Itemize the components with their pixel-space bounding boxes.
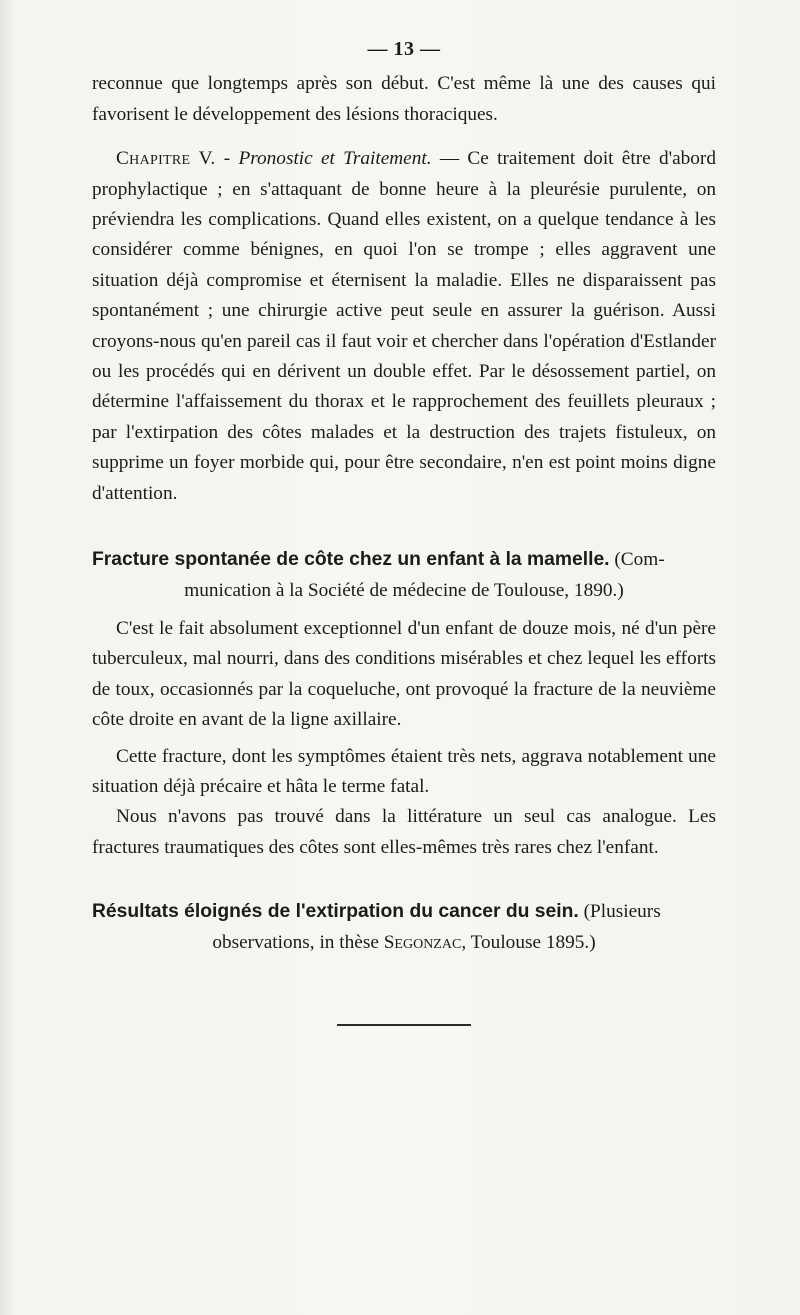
fracture-title: Fracture spontanée de côte chez un enfant à la mamelle. [92, 549, 610, 571]
resultats-note-2 [92, 928, 716, 958]
page-number: — 13 — [367, 38, 441, 60]
fracture-paragraph-2: Cette fracture, dont les symptômes étaient très nets, aggrava notablement une situation déjà précaire et hâta le terme fatal. [92, 745, 716, 797]
intro-paragraph: reconnue que longtemps après son début. C'est même là une des causes qui favorisent le développement des lésions thoraciques. [92, 73, 716, 125]
end-rule-divider [337, 1024, 471, 1026]
resultats-note-1: (Plusieurs [578, 901, 661, 923]
fracture-note-1: (Com- [609, 549, 665, 571]
fracture-section [92, 545, 716, 863]
resultats-author: Segonzac [383, 931, 462, 953]
chapter-body: — Ce traitement doit être d'abord prophylactique ; en s'attaquant de bonne heure à la pleurésie purulente, on préviendra les complications. Quand elles existent, on a quelque tendance à les considérer comme bénignes, en quoi l'on se trompe ; elles aggravent une situation déjà compromise et éternisent la maladie. Elles ne disparaissent pas spontanément ; une chirurgie active peut seule en assurer la guérison. Aussi croyons-nous qu'en pareil cas il faut voir et chercher dans l'opération d'Estlander ou les procédés qui en dérivent un double effet. Par le désossement partiel, on détermine l'affaissement du thorax et le rapprochement des feuillets pleuraux ; par l'extirpation des côtes malades et la destruction des trajets fistuleux, on supprime un foyer morbide qui, pour être secondaire, n'en est point moins digne d'attention. [92, 148, 716, 504]
fracture-paragraph-3: Nous n'avons pas trouvé dans la littérature un seul cas analogue. Les fractures traumatiques des côtes sont elles-mêmes très rares chez l'enfant. [92, 806, 716, 858]
resultats-heading [92, 897, 716, 958]
fracture-note-2: munication à la Société de médecine de Toulouse, 1890.) [184, 579, 624, 601]
chapter-title: Pronostic et Traitement. [238, 148, 432, 170]
chapter-heading: Chapitre V. [116, 148, 216, 170]
resultats-note-2b: , Toulouse 1895.) [461, 931, 596, 953]
chapter-paragraph [92, 144, 716, 509]
resultats-section [92, 897, 716, 958]
resultats-title: Résultats éloignés de l'extirpation du cancer du sein. [92, 901, 579, 923]
fracture-paragraph-1: C'est le fait absolument exceptionnel d'un enfant de douze mois, né d'un père tuberculeux, mal nourri, dans des conditions misérables et chez lequel les efforts de toux, occasionnés par la coqueluche, ont provoqué la fracture de la neuvième côte droite en avant de la ligne axillaire. [92, 617, 716, 731]
chapter-dash: - [215, 148, 239, 170]
resultats-note-2a: observations, in thèse [212, 931, 384, 953]
page-content [92, 34, 716, 1026]
fracture-heading [92, 545, 716, 606]
